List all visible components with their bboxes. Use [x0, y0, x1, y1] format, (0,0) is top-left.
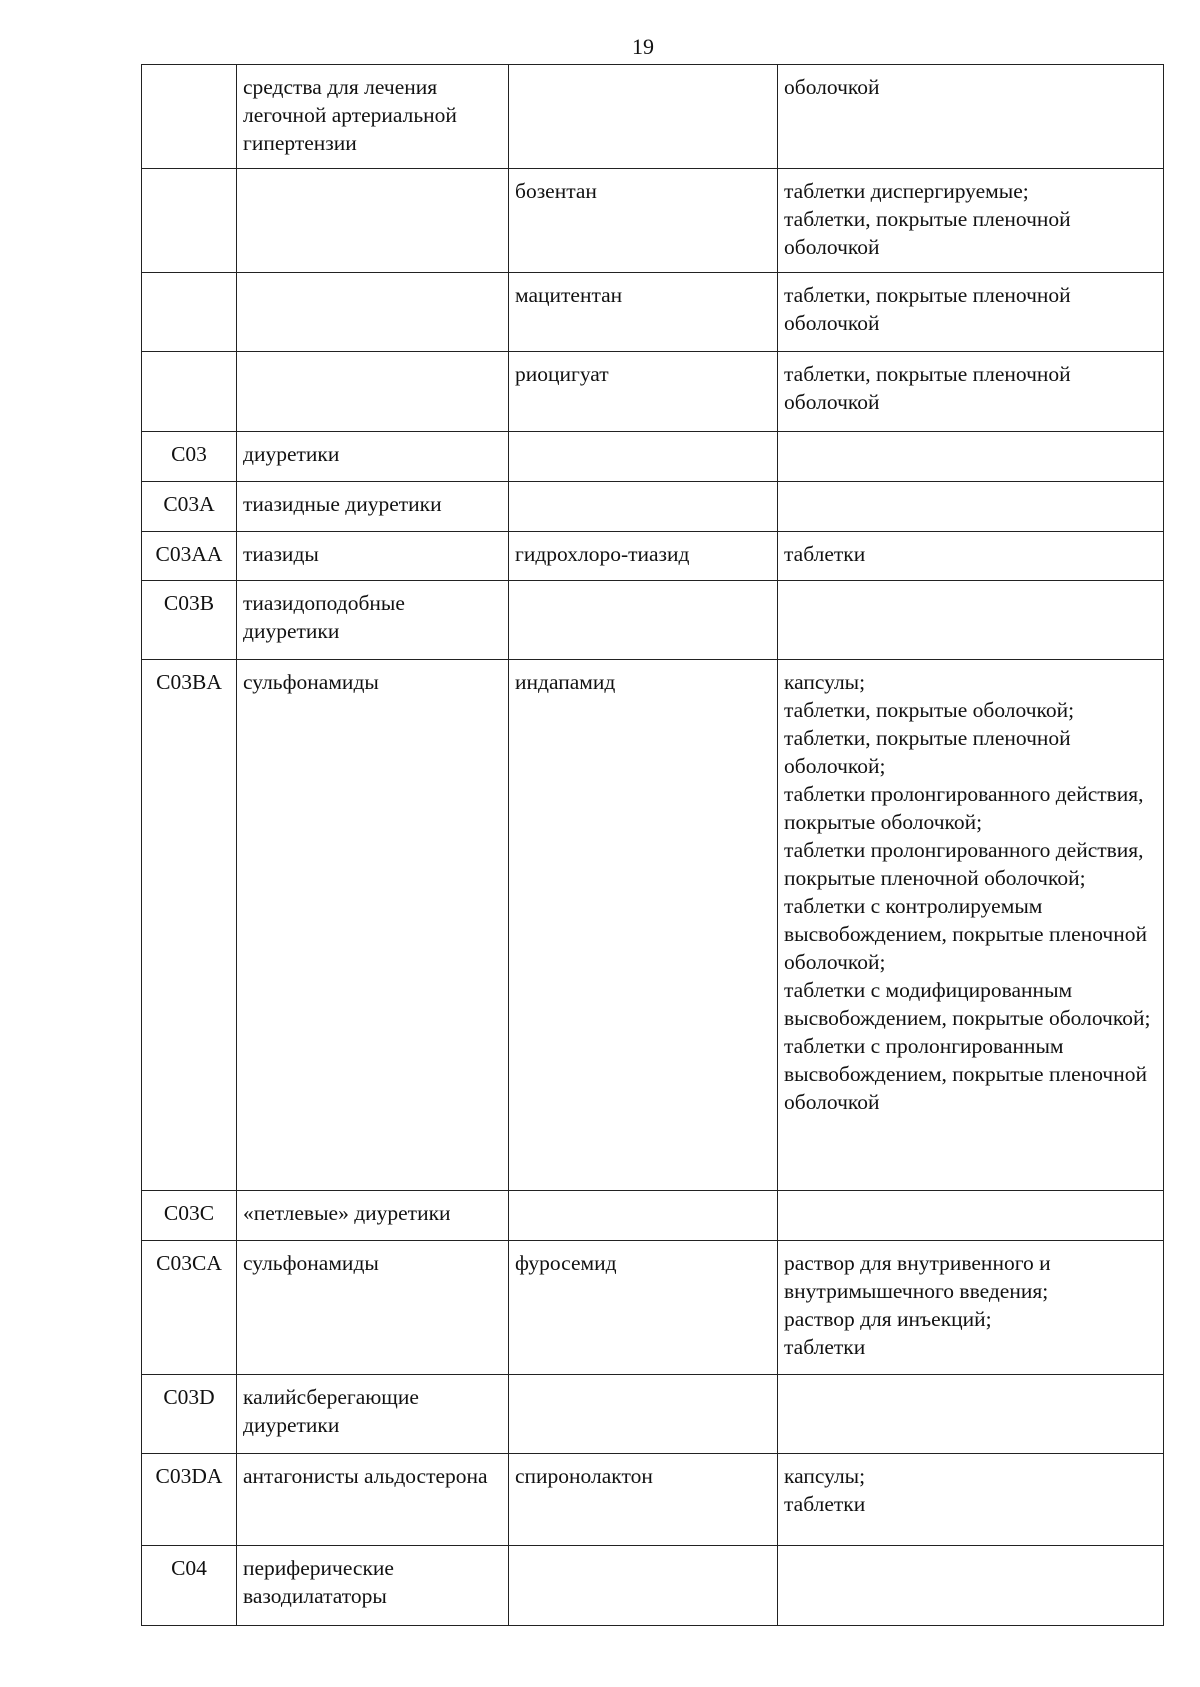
- atc-code-cell: C03CA: [142, 1241, 237, 1375]
- dosage-form: таблетки пролонгированного действия, покрытые оболочкой;: [784, 782, 1144, 834]
- drug-name-cell: [509, 1546, 778, 1626]
- table-row: [142, 581, 1164, 660]
- drug-name-cell: гидрохлоро-тиазид: [509, 532, 778, 581]
- dosage-forms-cell: [778, 581, 1164, 660]
- dosage-form: таблетки: [784, 542, 866, 566]
- table-row: [142, 1191, 1164, 1241]
- dosage-forms-cell: [778, 65, 1164, 169]
- atc-code-cell: C03D: [142, 1375, 237, 1454]
- dosage-forms-cell: [778, 432, 1164, 482]
- drug-name-cell: [509, 65, 778, 169]
- dosage-form: таблетки, покрытые пленочной оболочкой;: [784, 726, 1071, 778]
- dosage-forms-cell: [778, 660, 1164, 1191]
- drug-name-cell: бозентан: [509, 169, 778, 273]
- drug-name-cell: спиронолактон: [509, 1454, 778, 1546]
- dosage-forms-cell: [778, 482, 1164, 532]
- dosage-forms-cell: [778, 273, 1164, 352]
- atc-code-cell: [142, 169, 237, 273]
- table-row: [142, 482, 1164, 532]
- drug-table: [141, 64, 1164, 1626]
- dosage-form: таблетки с контролируемым высвобождением, покрытые пленочной оболочкой;: [784, 894, 1148, 974]
- group-name-cell: [237, 273, 509, 352]
- group-name-cell: антагонисты альдостерона: [237, 1454, 509, 1546]
- dosage-forms-cell: [778, 532, 1164, 581]
- table-row: [142, 532, 1164, 581]
- dosage-form: таблетки, покрытые оболочкой;: [784, 698, 1075, 722]
- page-number: 19: [632, 34, 654, 59]
- table-row: [142, 65, 1164, 169]
- dosage-form: оболочкой: [784, 75, 880, 99]
- atc-code-cell: [142, 273, 237, 352]
- dosage-form: раствор для инъекций;: [784, 1307, 992, 1331]
- drug-name-cell: [509, 482, 778, 532]
- group-name-cell: средства для лечения легочной артериальной гипертензии: [237, 65, 509, 169]
- drug-name-cell: риоцигуат: [509, 352, 778, 432]
- dosage-form: таблетки диспергируемые;: [784, 179, 1029, 203]
- atc-code-cell: C03C: [142, 1191, 237, 1241]
- dosage-form: таблетки с модифицированным высвобождением, покрытые оболочкой;: [784, 978, 1151, 1030]
- table-row: [142, 169, 1164, 273]
- table-row: [142, 432, 1164, 482]
- table-row: [142, 352, 1164, 432]
- dosage-form: таблетки, покрытые пленочной оболочкой: [784, 362, 1071, 414]
- dosage-forms-cell: [778, 169, 1164, 273]
- group-name-cell: тиазидные диуретики: [237, 482, 509, 532]
- atc-code-cell: C04: [142, 1546, 237, 1626]
- dosage-form: капсулы;: [784, 1464, 866, 1488]
- group-name-cell: калийсберегающие диуретики: [237, 1375, 509, 1454]
- table-row: [142, 1546, 1164, 1626]
- dosage-form: таблетки, покрытые пленочной оболочкой: [784, 207, 1071, 259]
- drug-name-cell: мацитентан: [509, 273, 778, 352]
- dosage-forms-cell: [778, 1191, 1164, 1241]
- atc-code-cell: C03A: [142, 482, 237, 532]
- table-row: [142, 273, 1164, 352]
- group-name-cell: «петлевые» диуретики: [237, 1191, 509, 1241]
- group-name-cell: сульфонамиды: [237, 1241, 509, 1375]
- atc-code-cell: [142, 65, 237, 169]
- dosage-form: таблетки пролонгированного действия, покрытые пленочной оболочкой;: [784, 838, 1144, 890]
- dosage-form: капсулы;: [784, 670, 866, 694]
- atc-code-cell: [142, 352, 237, 432]
- drug-name-cell: [509, 432, 778, 482]
- atc-code-cell: C03DA: [142, 1454, 237, 1546]
- dosage-forms-cell: [778, 352, 1164, 432]
- dosage-form: таблетки с пролонгированным высвобождением, покрытые пленочной оболочкой: [784, 1034, 1148, 1114]
- drug-name-cell: индапамид: [509, 660, 778, 1191]
- drug-name-cell: [509, 1191, 778, 1241]
- dosage-forms-cell: [778, 1241, 1164, 1375]
- atc-code-cell: C03AA: [142, 532, 237, 581]
- atc-code-cell: C03B: [142, 581, 237, 660]
- drug-name-cell: [509, 581, 778, 660]
- table-row: [142, 660, 1164, 1191]
- group-name-cell: сульфонамиды: [237, 660, 509, 1191]
- group-name-cell: [237, 169, 509, 273]
- group-name-cell: [237, 352, 509, 432]
- dosage-forms-cell: [778, 1454, 1164, 1546]
- drug-name-cell: фуросемид: [509, 1241, 778, 1375]
- group-name-cell: диуретики: [237, 432, 509, 482]
- drug-name-cell: [509, 1375, 778, 1454]
- table-row: [142, 1241, 1164, 1375]
- group-name-cell: тиазидоподобные диуретики: [237, 581, 509, 660]
- table-body: [142, 65, 1164, 1626]
- group-name-cell: периферические вазодилататоры: [237, 1546, 509, 1626]
- atc-code-cell: C03: [142, 432, 237, 482]
- table-row: [142, 1375, 1164, 1454]
- atc-code-cell: C03BA: [142, 660, 237, 1191]
- group-name-cell: тиазиды: [237, 532, 509, 581]
- dosage-form: таблетки: [784, 1492, 866, 1516]
- dosage-form: раствор для внутривенного и внутримышечного введения;: [784, 1251, 1051, 1303]
- table-row: [142, 1454, 1164, 1546]
- dosage-forms-cell: [778, 1375, 1164, 1454]
- dosage-form: таблетки, покрытые пленочной оболочкой: [784, 283, 1071, 335]
- dosage-form: таблетки: [784, 1335, 866, 1359]
- dosage-forms-cell: [778, 1546, 1164, 1626]
